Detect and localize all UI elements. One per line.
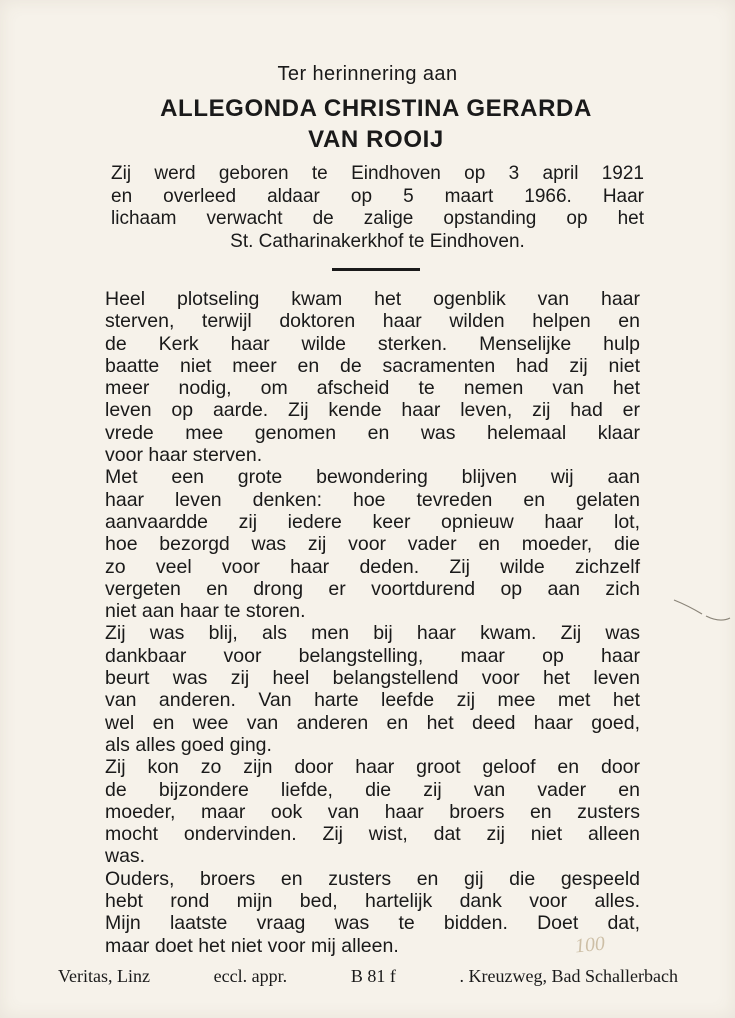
facts-line: en overleed aldaar op 5 maart 1966. Haar	[111, 185, 644, 207]
footer-code: B 81 f	[350, 966, 396, 986]
memorial-text	[105, 288, 640, 957]
body-line: Met een grote bewondering blijven wij aan	[105, 466, 640, 489]
body-line: leven op aarde. Zij kende haar leven, zij had er	[105, 399, 640, 422]
body-line: Ouders, broers en zusters en gij die gespeeld	[105, 867, 640, 890]
body-line: maar doet het niet voor mij alleen.	[105, 934, 399, 957]
divider-rule	[332, 268, 420, 271]
body-line: Zij kon zo zijn door haar groot geloof en door	[105, 756, 640, 779]
name-line-2: VAN ROOIJ	[308, 126, 444, 153]
body-line: vergeten en drong er voortdurend op aan zich	[105, 577, 640, 600]
handwritten-mark: 100	[573, 932, 607, 958]
body-line: sterven, terwijl doktoren haar wilden helpen en	[105, 310, 640, 333]
body-line: beurt was zij heel belangstellend voor het leven	[105, 667, 640, 690]
body-line: wel en wee van anderen en het deed haar goed,	[105, 711, 640, 734]
paper-crease-mark	[672, 596, 732, 631]
intro-line: Ter herinnering aan	[277, 63, 458, 85]
footer-publisher: Veritas, Linz	[58, 966, 150, 986]
facts-line: St. Catharinakerkhof te Eindhoven.	[230, 230, 525, 252]
body-line: vrede mee genomen en was helemaal klaar	[105, 421, 640, 444]
body-line: was.	[105, 845, 146, 868]
footer-series: . Kreuzweg, Bad Schallerbach	[459, 966, 678, 986]
body-line: van anderen. Van harte leefde zij mee met het	[105, 689, 640, 712]
body-line: haar leven denken: hoe tevreden en gelaten	[105, 488, 640, 511]
body-line: aanvaardde zij iedere keer opnieuw haar lot,	[105, 510, 640, 533]
body-line: de Kerk haar wilde sterken. Menselijke hulp	[105, 332, 640, 355]
body-line: als alles goed ging.	[105, 733, 272, 756]
body-line: baatte niet meer en de sacramenten had zij niet	[105, 354, 640, 377]
footer-approval: eccl. appr.	[213, 966, 288, 986]
facts-line: Zij werd geboren te Eindhoven op 3 april 1921	[111, 163, 644, 184]
name-line-1: ALLEGONDA CHRISTINA GERARDA	[160, 95, 592, 122]
body-line: meer nodig, om afscheid te nemen van het	[105, 377, 640, 400]
body-line: hebt rond mijn bed, hartelijk dank voor alles.	[105, 890, 640, 913]
body-line: de bijzondere liefde, die zij van vader en	[105, 778, 640, 801]
birth-death-facts	[111, 163, 644, 253]
printer-footer	[58, 966, 678, 987]
deceased-name	[0, 93, 735, 155]
facts-line: lichaam verwacht de zalige opstanding op het	[111, 208, 644, 229]
body-line: hoe bezorgd was zij voor vader en moeder, die	[105, 533, 640, 556]
body-line: moeder, maar ook van haar broers en zusters	[105, 800, 640, 823]
body-line: voor haar sterven.	[105, 444, 263, 467]
body-line: niet aan haar te storen.	[105, 600, 306, 623]
body-line: Zij was blij, als men bij haar kwam. Zij was	[105, 622, 640, 645]
body-line: Mijn laatste vraag was te bidden. Doet dat,	[105, 912, 640, 935]
body-line: dankbaar voor belangstelling, maar op haar	[105, 644, 640, 667]
body-line: zo veel voor haar deden. Zij wilde zichzelf	[105, 555, 640, 578]
body-line: mocht ondervinden. Zij wist, dat zij niet alleen	[105, 823, 640, 846]
body-line: Heel plotseling kwam het ogenblik van haar	[105, 288, 640, 310]
